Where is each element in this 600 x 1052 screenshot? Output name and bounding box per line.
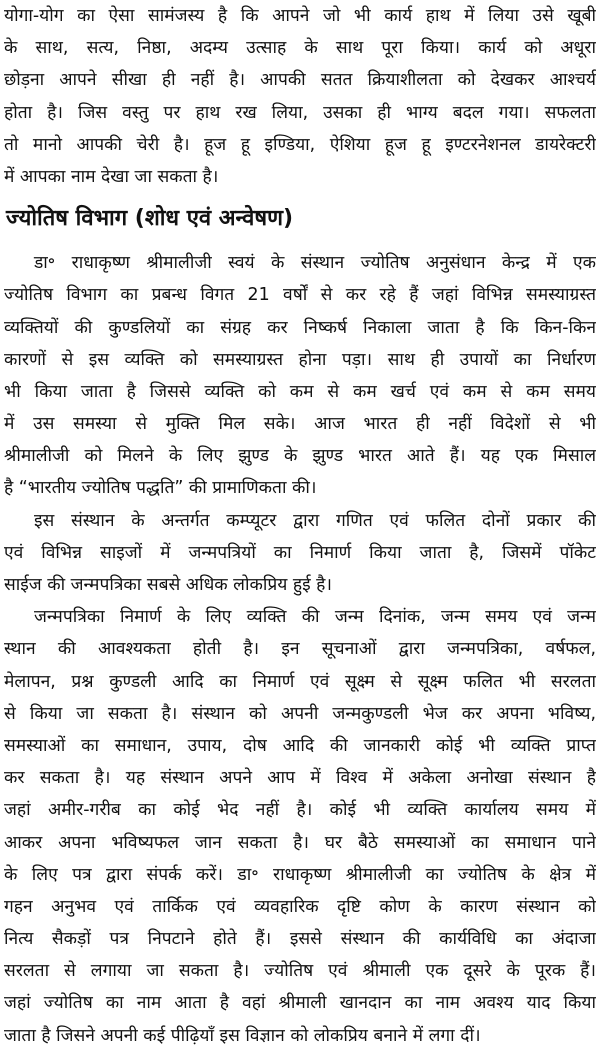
section-heading: ज्योतिष विभाग (शोध एवं अन्वेषण) — [6, 206, 294, 232]
intro-line-3: छोड़ना आपने सीखा ही नहीं है। आपकी सतत क्रियाशीलता को देखकर आश्चर्य — [4, 70, 596, 91]
para2-line-2: एवं विभिन्न साइजों में जन्मपत्रियों का निमार्ण किया जाता है, जिसमें पॉकेट — [4, 542, 596, 563]
para3-line-2: स्थान की आवश्यकता होती है। इन सूचनाओं द्वारा जन्मपत्रिका, वर्षफल, — [4, 639, 596, 660]
para2-line-1: इस संस्थान के अन्तर्गत कम्प्यूटर द्वारा गणित एवं फलित दोनों प्रकार की — [34, 510, 596, 531]
intro-line-4: होता है। जिस वस्तु पर हाथ रख लिया, उसका ही भाग्य बदल गया। सफलता — [4, 102, 596, 123]
intro-line-5: तो मानो आपकी चेरी है। हूज हू इण्डिया, ऐशिया हूज हू इण्टरनेशनल डायरेक्टरी — [4, 134, 596, 155]
document-page — [4, 0, 596, 1052]
para2-line-3: साईज की जन्मपत्रिका सबसे अधिक लोकप्रिय हुई है। — [4, 575, 332, 595]
para1-line-5: भी किया जाता है जिससे व्यक्ति को कम से कम खर्च एवं कम से कम समय — [4, 381, 596, 402]
para1-line-3: व्यक्तियों की कुण्डलियों का संग्रह कर निष्कर्ष निकाला जाता है कि किन-किन — [4, 317, 596, 338]
para3-line-12: सरलता से लगाया जा सकता है। ज्योतिष एवं श्रीमाली एक दूसरे के पूरक हैं। — [4, 961, 596, 982]
para3-line-3: मेलापन, प्रश्न कुण्डली आदि का निमार्ण एवं सूक्ष्म से सूक्ष्म फलित भी सरलता — [4, 671, 596, 692]
para3-line-10: गहन अनुभव एवं तार्किक एवं व्यवहारिक दृष्टि कोण के कारण संस्थान को — [4, 896, 596, 917]
intro-line-2: के साथ, सत्य, निष्ठा, अदम्य उत्साह के साथ पूरा किया। कार्य को अधूरा — [4, 38, 596, 59]
para3-line-11: नित्य सैकड़ों पत्र निपटाने होते हैं। इससे संस्थान की कार्यविधि का अंदाजा — [4, 929, 596, 950]
para3-line-5: समस्याओं का समाधान, उपाय, दोष आदि की जानकारी कोई भी व्यक्ति प्राप्त — [4, 735, 596, 756]
para3-line-9: के लिए पत्र द्वारा संपर्क करें। डा॰ राधाकृष्ण श्रीमालीजी का ज्योतिष के क्षेत्र में — [4, 864, 596, 885]
para3-line-13: जहां ज्योतिष का नाम आता है वहां श्रीमाली खानदान का नाम अवश्य याद किया — [4, 993, 596, 1014]
para1-line-8: है “भारतीय ज्योतिष पद्धति” की प्रामाणिकता की। — [4, 478, 317, 499]
paragraph-1 — [4, 247, 596, 505]
para3-line-1: जन्मपत्रिका निमार्ण के लिए व्यक्ति की जन्म दिनांक, जन्म समय एवं जन्म — [34, 607, 596, 628]
para3-line-6: कर सकता है। यह संस्थान अपने आप में विश्व में अकेला अनोखा संस्थान है — [4, 768, 596, 789]
para3-line-14: जाता है जिसने अपनी कई पीढ़ियाँ इस विज्ञान को लोकप्रिय बनाने में लगा दीं। — [4, 1025, 481, 1046]
para3-line-8: आकर अपना भविष्यफल जान सकता है। घर बैठे समस्याओं का समाधान पाने — [4, 832, 596, 853]
para1-line-6: में उस समस्या से मुक्ति मिल सके। आज भारत ही नहीं विदेशों से भी — [4, 414, 596, 435]
intro-line-6: में आपका नाम देखा जा सकता है। — [4, 166, 219, 187]
para1-line-1: डा॰ राधाकृष्ण श्रीमालीजी स्वयं के संस्थान ज्योतिष अनुसंधान केन्द्र में एक — [34, 253, 596, 274]
para3-line-7: जहां अमीर-गरीब का कोई भेद नहीं है। कोई भी व्यक्ति कार्यालय समय में — [4, 800, 596, 821]
paragraph-2 — [4, 505, 596, 602]
para3-line-4: से किया जा सकता है। संस्थान को अपनी जन्मकुण्डली भेज कर अपना भविष्य, — [4, 703, 596, 724]
para1-line-4: कारणों से इस व्यक्ति को समस्याग्रस्त होना पड़ा। साथ ही उपायों का निर्धारण — [4, 349, 596, 370]
para1-line-7: श्रीमालीजी को मिलने के लिए झुण्ड के झुण्ड भारत आते हैं। यह एक मिसाल — [4, 446, 596, 467]
intro-paragraph — [4, 0, 596, 193]
para1-line-2: ज्योतिष विभाग का प्रबन्ध विगत 21 वर्षों से कर रहे हैं जहां विभिन्न समस्याग्रस्त — [4, 285, 596, 306]
paragraph-3 — [4, 601, 596, 1052]
intro-line-1: योगा-योग का ऐसा सामंजस्य है कि आपने जो भी कार्य हाथ में लिया उसे खूबी — [4, 6, 596, 26]
